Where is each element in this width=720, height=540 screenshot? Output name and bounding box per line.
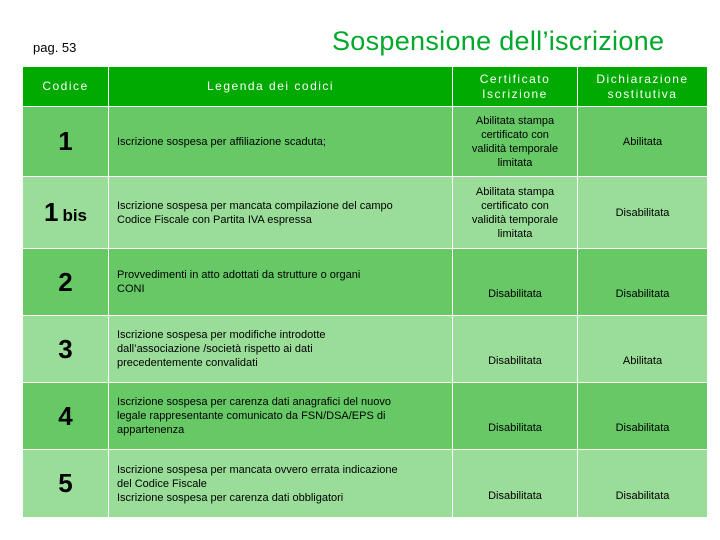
code-suffix: bis bbox=[62, 206, 88, 225]
table-row bbox=[23, 177, 708, 249]
header-legenda: Legenda dei codici bbox=[109, 67, 453, 107]
row-certificato: Disabilitata bbox=[453, 450, 578, 518]
row-code bbox=[23, 316, 109, 383]
row-certificato: Disabilitata bbox=[453, 383, 578, 450]
row-description: Iscrizione sospesa per carenza dati anagrafici del nuovo legale rappresentante comunicato da FSN/DSA/EPS di appartenenza bbox=[109, 383, 453, 450]
row-description: Iscrizione sospesa per modifiche introdotte dall’associazione /società rispetto ai dati precedentemente convalidati bbox=[109, 316, 453, 383]
row-code bbox=[23, 383, 109, 450]
row-certificato: Abilitata stampa certificato con validità temporale limitata bbox=[453, 107, 578, 177]
header-dichiarazione: Dichiarazione sostitutiva bbox=[578, 67, 708, 107]
row-dichiarazione: Abilitata bbox=[578, 107, 708, 177]
row-dichiarazione: Abilitata bbox=[578, 316, 708, 383]
row-certificato: Disabilitata bbox=[453, 316, 578, 383]
row-description: Iscrizione sospesa per mancata ovvero errata indicazione del Codice Fiscale Iscrizione sospesa per carenza dati obbligatori bbox=[109, 450, 453, 518]
row-description: Iscrizione sospesa per affiliazione scaduta; bbox=[109, 107, 453, 177]
page-number: pag. 53 bbox=[33, 40, 77, 55]
code-number: 1 bbox=[58, 126, 73, 156]
header-row bbox=[23, 67, 708, 107]
code-number: 4 bbox=[58, 400, 73, 431]
code-number: 5 bbox=[58, 468, 73, 498]
codes-table bbox=[22, 66, 708, 518]
row-dichiarazione: Disabilitata bbox=[578, 383, 708, 450]
row-description: Provvedimenti in atto adottati da strutture o organi CONI bbox=[109, 249, 453, 316]
code-number: 2 bbox=[58, 266, 73, 297]
table-row bbox=[23, 107, 708, 177]
table-row bbox=[23, 383, 708, 450]
row-code bbox=[23, 249, 109, 316]
code-number: 3 bbox=[58, 333, 73, 364]
table-row bbox=[23, 450, 708, 518]
row-code bbox=[23, 177, 109, 249]
code-number: 1 bbox=[43, 197, 59, 227]
header-codice: Codice bbox=[23, 67, 109, 107]
row-code bbox=[23, 107, 109, 177]
row-certificato: Disabilitata bbox=[453, 249, 578, 316]
page-title: Sospensione dell’iscrizione bbox=[332, 26, 665, 56]
row-dichiarazione: Disabilitata bbox=[578, 450, 708, 518]
row-description: Iscrizione sospesa per mancata compilazione del campo Codice Fiscale con Partita IVA espressa bbox=[109, 177, 453, 249]
table-row bbox=[23, 316, 708, 383]
row-code bbox=[23, 450, 109, 518]
row-certificato: Abilitata stampa certificato con validità temporale limitata bbox=[453, 177, 578, 249]
header-certificato: Certificato Iscrizione bbox=[453, 67, 578, 107]
row-dichiarazione: Disabilitata bbox=[578, 249, 708, 316]
table-row bbox=[23, 249, 708, 316]
row-dichiarazione: Disabilitata bbox=[578, 177, 708, 249]
